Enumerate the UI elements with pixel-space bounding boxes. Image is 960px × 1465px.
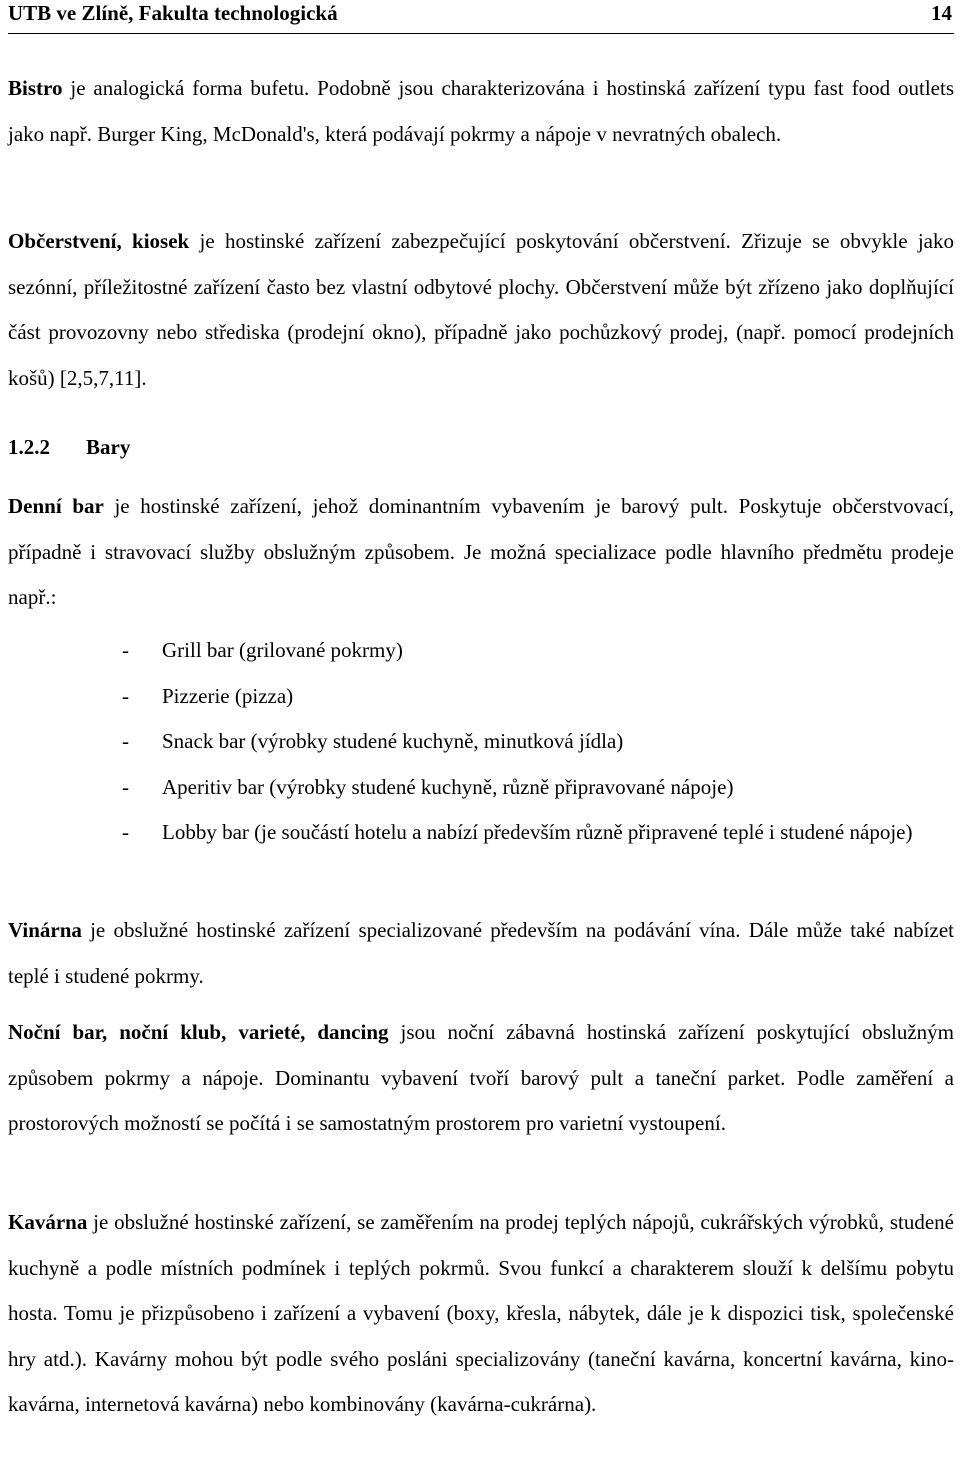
paragraph-bistro-text: je analogická forma bufetu. Podobně jsou charakterizována i hostinská zařízení typu fast food outlets jako např. Burger King, McDonald's, která podávají pokrmy a nápoje v nevratných obalech.: [8, 76, 954, 146]
list-item: [0, 765, 954, 811]
paragraph-kavarna-text: je obslužné hostinské zařízení, se zaměřením na prodej teplých nápojů, cukrářských výrobků, studené kuchyně a podle místních podmínek i teplých pokrmů. Svou funkcí a charakterem slouží k delšímu pobytu hosta. Tomu je přizpůsobeno i zařízení a vybavení (boxy, křesla, nábytek, dále je k dispozici tisk, společenské hry atd.). Kavárny mohou být podle svého posláni specializovány (taneční kavárna, koncertní kavárna, kino-kavárna, internetová kavárna) nebo kombinovány (kavárna-cukrárna).: [8, 1210, 954, 1416]
list-item: [0, 719, 954, 765]
list-item-text: Pizzerie (pizza): [162, 683, 294, 708]
paragraph-kavarna: [8, 1200, 954, 1428]
paragraph-kiosek-text: je hostinské zařízení zabezpečující poskytování občerstvení. Zřizuje se obvykle jako sezónní, příležitostné zařízení často bez vlastní odbytové plochy. Občerstvení může být zřízeno jako doplňující část provozovny nebo střediska (prodejní okno), případně jako pochůzkový prodej, (např. pomocí prodejních košů) [2,5,7,11].: [8, 229, 955, 390]
term-bistro: Bistro: [8, 76, 63, 100]
list-item-text: Grill bar (grilované pokrmy): [162, 638, 403, 662]
list-item: [0, 810, 954, 856]
term-kiosek: Občerstvení, kiosek: [8, 229, 190, 253]
list-dash: -: [122, 729, 129, 753]
list-dash: -: [122, 683, 129, 708]
list-item: [0, 674, 954, 720]
list-item: [0, 628, 954, 674]
term-kavarna: Kavárna: [8, 1210, 88, 1234]
paragraph-nocni-bar-text: jsou noční zábavná hostinská zařízení poskytující obslužným způsobem pokrmy a nápoje. Dominantu vybavení tvoří barový pult a taneční parket. Podle zaměření a prostorových možností se počítá i se samostatným prostorem pro varietní vystoupení.: [8, 1020, 954, 1135]
section-number: 1.2.2: [8, 435, 50, 459]
section-heading: [8, 432, 130, 462]
list-item-text: Snack bar (výrobky studené kuchyně, minutková jídla): [162, 729, 624, 753]
list-dash: -: [122, 820, 129, 844]
paragraph-denni-bar: [8, 484, 954, 621]
paragraph-kiosek: [8, 219, 954, 401]
paragraph-denni-bar-text: je hostinské zařízení, jehož dominantním vybavením je barový pult. Poskytuje občerstvovací, případně i stravovací služby obslužným způsobem. Je možná specializace podle hlavního předmětu prodeje např.:: [8, 494, 954, 609]
term-denni-bar: Denní bar: [8, 494, 104, 518]
list-dash: -: [122, 638, 129, 662]
paragraph-nocni-bar: [8, 1010, 954, 1147]
list-item-text: Lobby bar (je součástí hotelu a nabízí především různě připravené teplé i studené nápoje): [162, 820, 913, 844]
paragraph-bistro: [8, 66, 954, 157]
section-title: Bary: [86, 435, 131, 459]
bar-types-list: [0, 628, 960, 856]
term-nocni-bar: Noční bar, noční klub, varieté, dancing: [8, 1020, 389, 1044]
page-number: 14: [931, 1, 952, 25]
header-title: UTB ve Zlíně, Fakulta technologická: [8, 1, 338, 25]
list-item-text: Aperitiv bar (výrobky studené kuchyně, různě připravované nápoje): [162, 774, 734, 799]
page-header: [8, 0, 954, 34]
term-vinarna: Vinárna: [8, 918, 82, 942]
paragraph-vinarna-text: je obslužné hostinské zařízení specializované především na podávání vína. Dále může také nabízet teplé i studené pokrmy.: [8, 918, 954, 988]
paragraph-vinarna: [8, 908, 954, 999]
list-dash: -: [122, 774, 129, 799]
